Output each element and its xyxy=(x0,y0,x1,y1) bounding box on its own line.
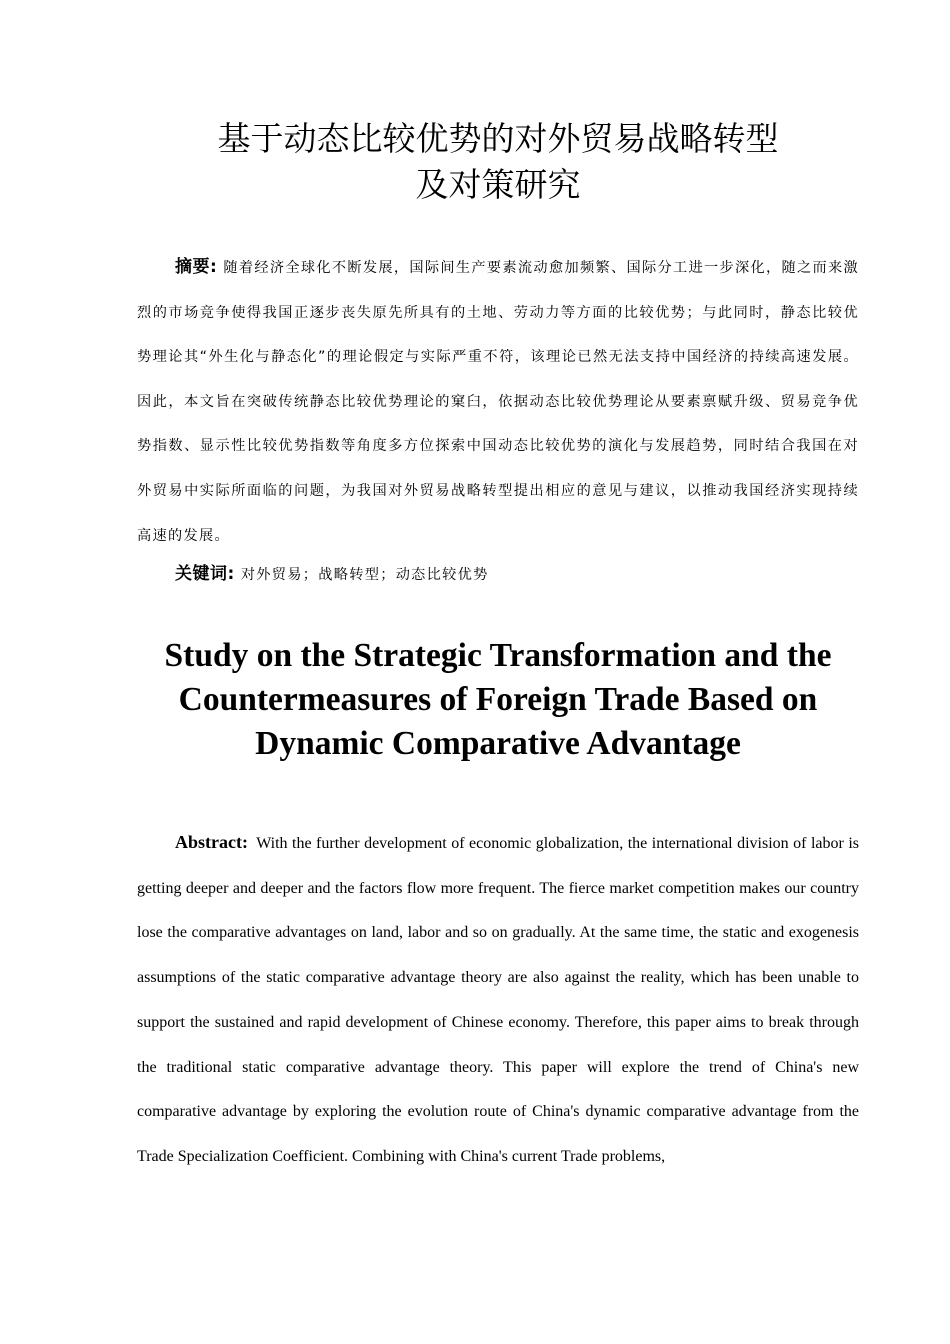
english-title-line-1: Study on the Strategic Transformation and the xyxy=(164,637,832,674)
chinese-title-line-2: 及对策研究 xyxy=(415,165,581,204)
chinese-keywords xyxy=(137,556,859,593)
english-title-line-3: Dynamic Comparative Advantage xyxy=(255,725,741,762)
english-abstract-text: With the further development of economic globalization, the international division of labor is getting deeper and deeper and the factors flow more frequent. The fierce market competition makes our country lose the comparative advantages on land, labor and so on gradually. At the same time, the static and exogenesis assumptions of the static comparative advantage theory are also against the reality, which has been unable to support the sustained and rapid development of Chinese economy. Therefore, this paper aims to break through the traditional static comparative advantage theory. This paper will explore the trend of China's new comparative advantage by exploring the evolution route of China's dynamic comparative advantage from the Trade Specialization Coefficient. Combining with China's current Trade problems, xyxy=(137,835,859,1165)
chinese-abstract-text: 随着经济全球化不断发展，国际间生产要素流动愈加频繁、国际分工进一步深化，随之而来激烈的市场竞争使得我国正逐步丧失原先所具有的土地、劳动力等方面的比较优势；与此同时，静态比较优势理论其“外生化与静态化”的理论假定与实际严重不符，该理论已然无法支持中国经济的持续高速发展。因此，本文旨在突破传统静态比较优势理论的窠臼，依据动态比较优势理论从要素禀赋升级、贸易竞争优势指数、显示性比较优势指数等角度多方位探索中国动态比较优势的演化与发展趋势，同时结合我国在对外贸易中实际所面临的问题，为我国对外贸易战略转型提出相应的意见与建议，以推动我国经济实现持续高速的发展。 xyxy=(137,260,859,544)
chinese-keywords-text: 对外贸易；战略转型；动态比较优势 xyxy=(240,567,489,583)
chinese-abstract-label: 摘要: xyxy=(175,257,218,277)
chinese-keywords-label: 关键词: xyxy=(175,564,235,584)
chinese-title xyxy=(137,116,859,208)
english-abstract xyxy=(137,820,859,1180)
english-title xyxy=(137,634,859,766)
chinese-title-line-1: 基于动态比较优势的对外贸易战略转型 xyxy=(217,119,779,158)
english-title-line-2: Countermeasures of Foreign Trade Based on xyxy=(178,681,818,718)
english-abstract-label: Abstract: xyxy=(175,832,248,852)
chinese-abstract xyxy=(137,245,859,558)
